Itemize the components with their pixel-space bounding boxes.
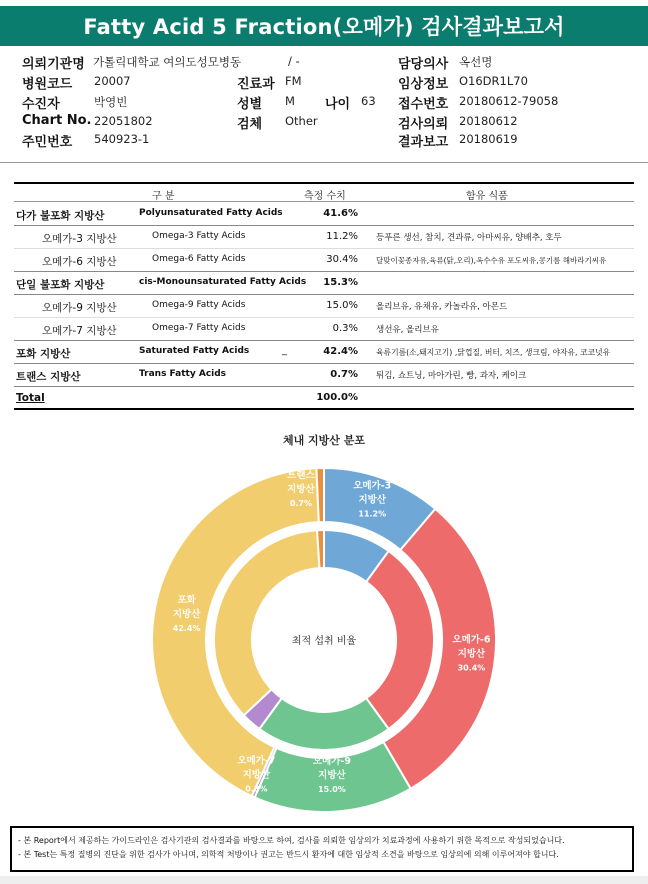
report-date-label: 결과보고 — [398, 135, 449, 150]
report-date-value: 20180619 — [459, 132, 518, 146]
row-name: 다가 불포화 지방산 — [16, 210, 105, 222]
row-eng: Polyunsaturated Fatty Acids — [139, 208, 283, 218]
slice-name-label: 지방산 — [242, 769, 271, 781]
row-name: 포화 지방산 — [16, 348, 71, 360]
row-value: 15.0% — [326, 300, 358, 311]
doctor-value: 옥선명 — [459, 55, 493, 69]
section-divider — [0, 162, 648, 163]
hospital-label: 의뢰기관명 — [22, 57, 85, 72]
request-label: 검사의뢰 — [398, 117, 449, 132]
ward-value: / - — [288, 54, 300, 68]
row-eng: Trans Fatty Acids — [139, 369, 227, 379]
table-row — [14, 203, 634, 226]
clinical-label: 임상정보 — [398, 77, 449, 92]
disclaimer-line-2: - 본 Test는 특정 질병의 진단을 위한 검사가 아니며, 의학적 처방이나 권고는 반드시 환자에 대한 임상적 소견을 바탕으로 임상의에 의해 이루어져야 합니다. — [18, 850, 559, 859]
hospcode-value: 20007 — [94, 74, 131, 88]
row-food: 생선유, 올리브유 — [376, 325, 439, 335]
row-value: 15.3% — [323, 277, 358, 288]
disclaimer-box — [10, 826, 634, 872]
outer-slice — [316, 468, 324, 522]
table-row — [14, 226, 634, 249]
table-row — [14, 364, 634, 387]
table-row — [14, 318, 634, 341]
sex-label: 성별 — [237, 97, 263, 112]
row-value: 30.4% — [326, 254, 358, 265]
row-eng: Omega-6 Fatty Acids — [152, 254, 246, 264]
patient-label: 수진자 — [22, 97, 60, 112]
row-name: 오메가-7 지방산 — [42, 325, 117, 337]
age-label: 나이 — [325, 97, 351, 112]
stray-mark: _ — [282, 345, 287, 356]
row-name: 오메가-3 지방산 — [42, 233, 117, 245]
row-eng: Omega-7 Fatty Acids — [152, 323, 246, 333]
row-food: 올리브유, 유채유, 카놀라유, 아몬드 — [376, 302, 508, 312]
slice-name-label: 지방산 — [172, 608, 201, 620]
slice-value-label: 11.2% — [358, 509, 387, 519]
slice-name-label: 오메가-9 — [312, 755, 351, 767]
sex-value: M — [285, 94, 295, 108]
hospital-value: 가톨릭대학교 여의도성모병동 — [93, 55, 242, 69]
slice-value-label: 42.4% — [172, 623, 201, 633]
specimen-value: Other — [285, 114, 318, 128]
row-value: 11.2% — [326, 231, 358, 242]
slice-name-label: 오메가-6 — [452, 634, 491, 646]
inner-slice — [317, 530, 324, 568]
receipt-value: 20180612-79058 — [459, 94, 559, 108]
slice-value-label: 0.3% — [245, 784, 268, 794]
row-food: 등푸른 생선, 참치, 견과류, 아마씨유, 양배추, 호두 — [376, 233, 562, 243]
age-value: 63 — [361, 94, 376, 108]
chart-no-value: 22051802 — [94, 114, 153, 128]
table-row — [14, 272, 634, 295]
table-header — [14, 182, 634, 202]
row-name: 오메가-9 지방산 — [42, 302, 117, 314]
chart-no-label: Chart No. — [22, 113, 92, 128]
dept-label: 진료과 — [237, 77, 275, 92]
row-food: 튀김, 쇼트닝, 마아가린, 빵, 과자, 케이크 — [376, 371, 527, 381]
header-value: 측정 수치 — [304, 191, 346, 202]
center-label: 최적 섭취 비율 — [291, 636, 357, 647]
doctor-label: 담당의사 — [398, 57, 449, 72]
disclaimer-line-1: - 본 Report에서 제공하는 가이드라인은 검사기관의 검사결과를 바탕으로 하여, 검사를 의뢰한 임상의가 치료과정에 사용하기 위한 목적으로 작성되었습니다. — [18, 836, 565, 845]
slice-name-label: 지방산 — [358, 494, 387, 506]
table-row — [14, 249, 634, 272]
slice-value-label: 30.4% — [457, 663, 486, 673]
slice-name-label: 지방산 — [318, 769, 346, 781]
row-eng: Omega-9 Fatty Acids — [152, 300, 246, 310]
slice-name-label: 트랜스 — [287, 470, 315, 482]
request-value: 20180612 — [459, 114, 518, 128]
table-row — [14, 295, 634, 318]
slice-value-label: 15.0% — [318, 784, 346, 794]
rrn-value: 540923-1 — [94, 132, 150, 146]
slice-value-label: 0.7% — [289, 499, 313, 509]
header-food: 함유 식품 — [466, 191, 508, 202]
bottom-strip — [0, 876, 648, 884]
hospcode-label: 병원코드 — [22, 77, 73, 92]
chart-title: 체내 지방산 분포 — [282, 434, 366, 447]
header-category: 구 분 — [152, 191, 175, 202]
row-value: 0.3% — [332, 323, 358, 334]
dept-value: FM — [285, 74, 302, 88]
row-name: 단일 불포화 지방산 — [16, 279, 105, 291]
total-label: Total — [16, 392, 45, 404]
row-value: 0.7% — [330, 369, 358, 380]
row-value: 42.4% — [323, 346, 358, 357]
row-value: 41.6% — [323, 208, 358, 219]
row-name: 트랜스 지방산 — [16, 371, 81, 383]
slice-name-label: 오메가-3 — [353, 480, 392, 492]
slice-name-label: 포화 — [177, 594, 196, 606]
slice-name-label: 지방산 — [457, 648, 486, 660]
patient-info-block — [0, 52, 648, 152]
fatty-acid-donut-chart — [140, 456, 508, 824]
row-name: 오메가-6 지방산 — [42, 256, 117, 268]
table-row — [14, 341, 634, 364]
rrn-label: 주민번호 — [22, 135, 73, 150]
clinical-value: O16DR1L70 — [459, 74, 528, 88]
row-food: 달맞이꽃종자유,육류(닭,오리),옥수수유 포도씨유,콩기름 해바라기씨유 — [376, 256, 607, 265]
total-row — [14, 387, 634, 410]
row-food: 육류기름(소,돼지고기) ,닭껍질, 버터, 치즈, 생크림, 야자유, 코코넛유 — [376, 348, 611, 357]
row-eng: cis-Monounsaturated Fatty Acids — [139, 277, 307, 287]
receipt-label: 접수번호 — [398, 97, 449, 112]
slice-name-label: 지방산 — [287, 484, 315, 496]
report-title: Fatty Acid 5 Fraction(오메가) 검사결과보고서 — [0, 6, 648, 46]
patient-value: 박영빈 — [94, 95, 128, 109]
row-eng: Omega-3 Fatty Acids — [152, 231, 246, 241]
row-eng: Saturated Fatty Acids — [139, 346, 250, 356]
slice-name-label: 오메가-7 — [237, 755, 276, 767]
specimen-label: 검체 — [237, 117, 263, 132]
total-value: 100.0% — [316, 392, 358, 403]
